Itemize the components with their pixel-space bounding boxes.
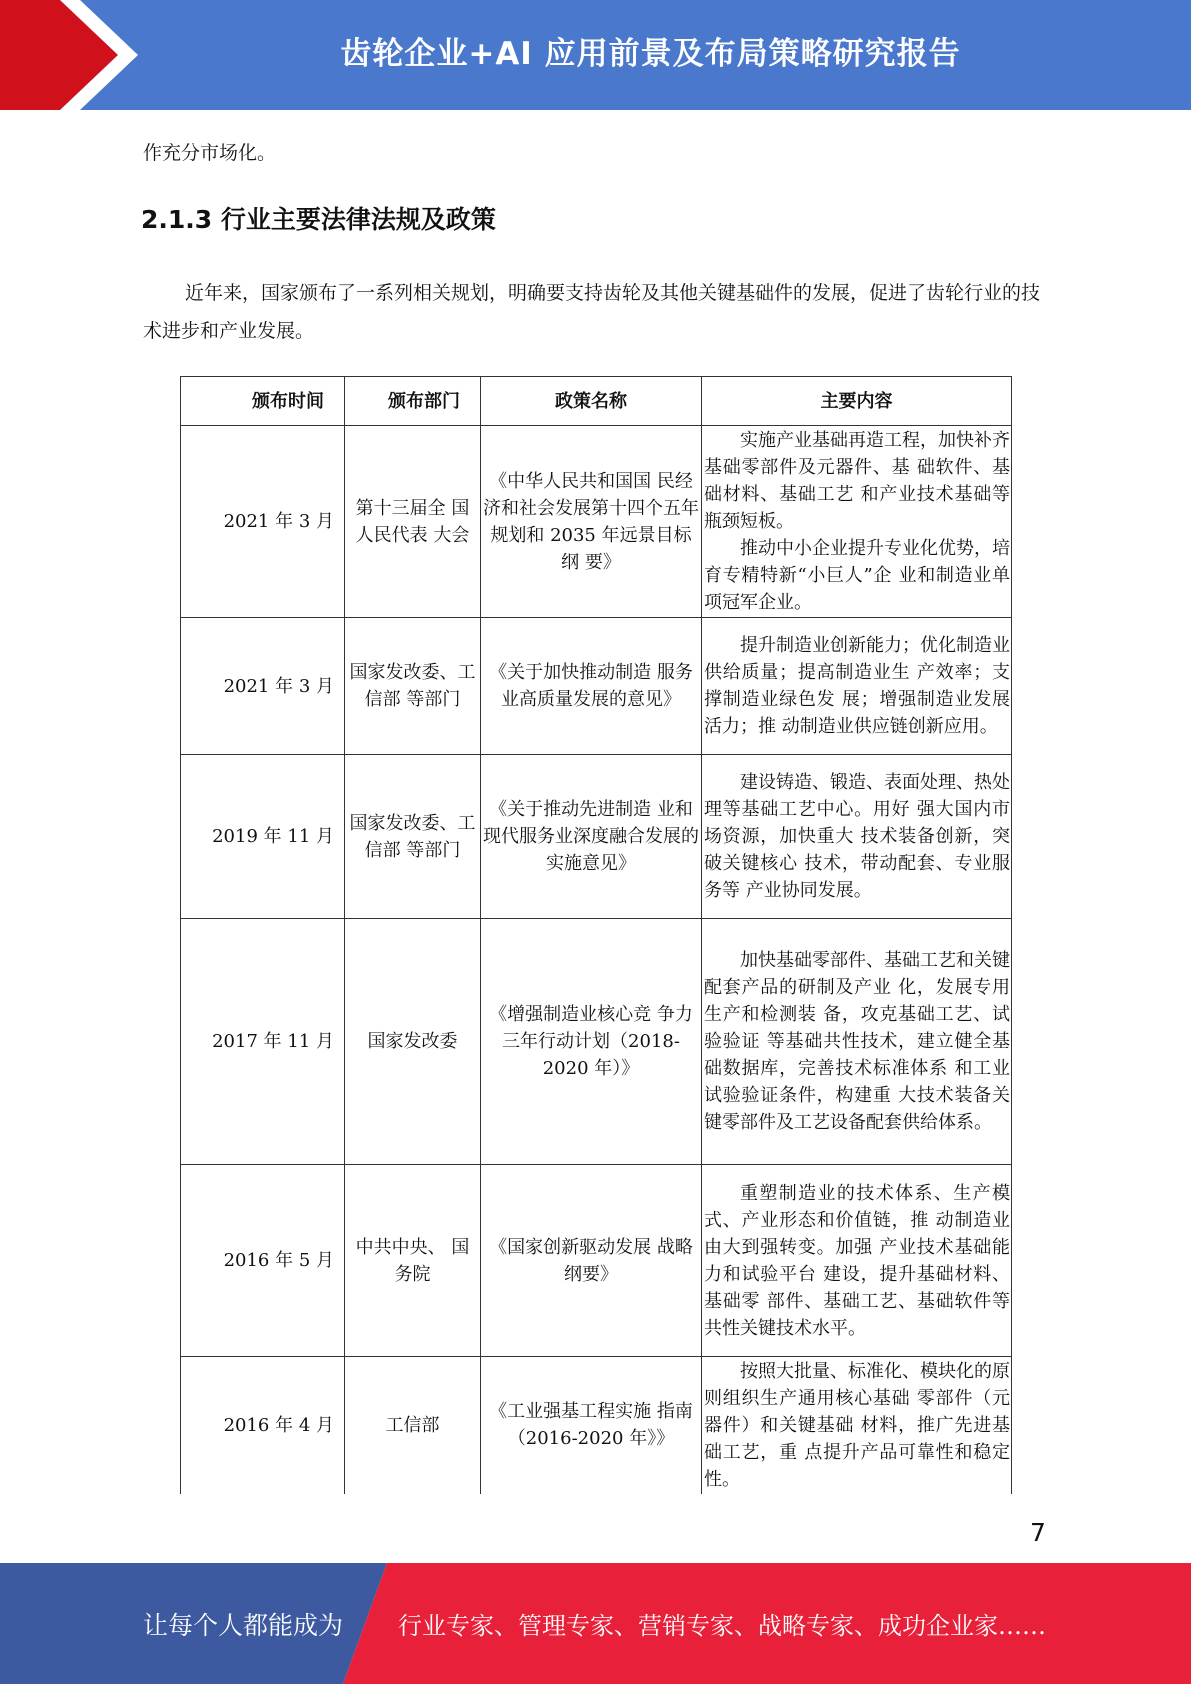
content-paragraph: 实施产业基础再造工程，加快补齐基础零部件及元器件、基 础软件、基础材料、基础工艺 和产业技术基础等瓶颈短板。 [704,430,1010,532]
cell-date: 2016 年 5 月 [181,1165,345,1357]
cell-content [702,755,1012,919]
cell-date: 2021 年 3 月 [181,618,345,755]
header-dept: 颁布部门 [345,377,481,426]
policy-rows [181,426,1012,1494]
cell-dept: 工信部 [345,1357,481,1494]
cell-date: 2021 年 3 月 [181,426,345,618]
cell-policy-name: 《中华人民共和国国 民经济和社会发展第十四个五年规划和 2035 年远景目标纲 要》 [481,426,702,618]
table-row [181,1357,1012,1494]
cell-dept: 国家发改委、工信部 等部门 [345,755,481,919]
cell-dept: 国家发改委 [345,919,481,1165]
cell-policy-name: 《工业强基工程实施 指南（2016-2020 年》》 [481,1357,702,1494]
cell-policy-name: 《增强制造业核心竞 争力三年行动计划（2018-2020 年）》 [481,919,702,1165]
cell-policy-name: 《关于推动先进制造 业和现代服务业深度融合发展的实施意见》 [481,755,702,919]
cell-dept: 国家发改委、工信部 等部门 [345,618,481,755]
table-row [181,755,1012,919]
header-content: 主要内容 [702,377,1012,426]
header-date: 颁布时间 [181,377,345,426]
continuation-text: 作充分市场化。 [143,142,277,164]
policy-table [180,376,1012,1494]
content-paragraph: 建设铸造、锻造、表面处理、热处理等基础工艺中心。用好 强大国内市场资源，加快重大 技术装备创新，突破关键核心 技术，带动配套、专业服务等 产业协同发展。 [704,772,1010,901]
cell-content [702,618,1012,755]
cell-date: 2019 年 11 月 [181,755,345,919]
table-row [181,919,1012,1165]
report-title: 齿轮企业+AI 应用前景及布局策略研究报告 [340,35,961,72]
table-row [181,426,1012,618]
page-footer [0,1563,1191,1684]
intro-paragraph: 近年来，国家颁布了一系列相关规划，明确要支持齿轮及其他关键基础件的发展，促进了齿轮行业的技术进步和产业发展。 [143,282,1041,342]
section-heading: 2.1.3 行业主要法律法规及政策 [141,205,496,234]
cell-content [702,919,1012,1165]
cell-dept: 中共中央、 国务院 [345,1165,481,1357]
page-number: 7 [1030,1518,1046,1547]
cell-content [702,1357,1012,1494]
content-paragraph: 按照大批量、标准化、模块化的原则组织生产通用核心基础 零部件（元器件）和关键基础 材料，推广先进基础工艺，重 点提升产品可靠性和稳定性。 [704,1360,1010,1490]
table-header-row [181,377,1012,426]
content-paragraph: 推动中小企业提升专业化优势，培育专精特新“小巨人”企 业和制造业单项冠军企业。 [704,538,1010,613]
page-header [0,0,1191,110]
cell-policy-name: 《国家创新驱动发展 战略纲要》 [481,1165,702,1357]
footer-slogan-left: 让每个人都能成为 [143,1610,344,1640]
cell-content [702,1165,1012,1357]
table-row [181,618,1012,755]
footer-slogan-right: 行业专家、管理专家、营销专家、战略专家、成功企业家…… [398,1612,1046,1640]
cell-date: 2017 年 11 月 [181,919,345,1165]
content-paragraph: 提升制造业创新能力；优化制造业供给质量；提高制造业生 产效率；支撑制造业绿色发 展；增强制造业发展活力；推 动制造业供应链创新应用。 [704,635,1010,737]
cell-policy-name: 《关于加快推动制造 服务业高质量发展的意见》 [481,618,702,755]
cell-content [702,426,1012,618]
cell-date: 2016 年 4 月 [181,1357,345,1494]
cell-dept: 第十三届全 国人民代表 大会 [345,426,481,618]
content-paragraph: 加快基础零部件、基础工艺和关键配套产品的研制及产业 化，发展专用生产和检测装 备，攻克基础工艺、试验验证 等基础共性技术，建立健全基 础数据库，完善技术标准体系 和工业试验验证条件，构建重 大技术装备关键零部件及工艺设备配套供给体系。 [704,950,1010,1133]
content-paragraph: 重塑制造业的技术体系、生产模式、产业形态和价值链，推 动制造业由大到强转变。加强 产业技术基础能力和试验平台 建设，提升基础材料、基础零 部件、基础工艺、基础软件等 共性关键技术水平。 [704,1182,1010,1339]
table-row [181,1165,1012,1357]
header-name: 政策名称 [481,377,702,426]
header-arrow-decoration [0,0,160,110]
